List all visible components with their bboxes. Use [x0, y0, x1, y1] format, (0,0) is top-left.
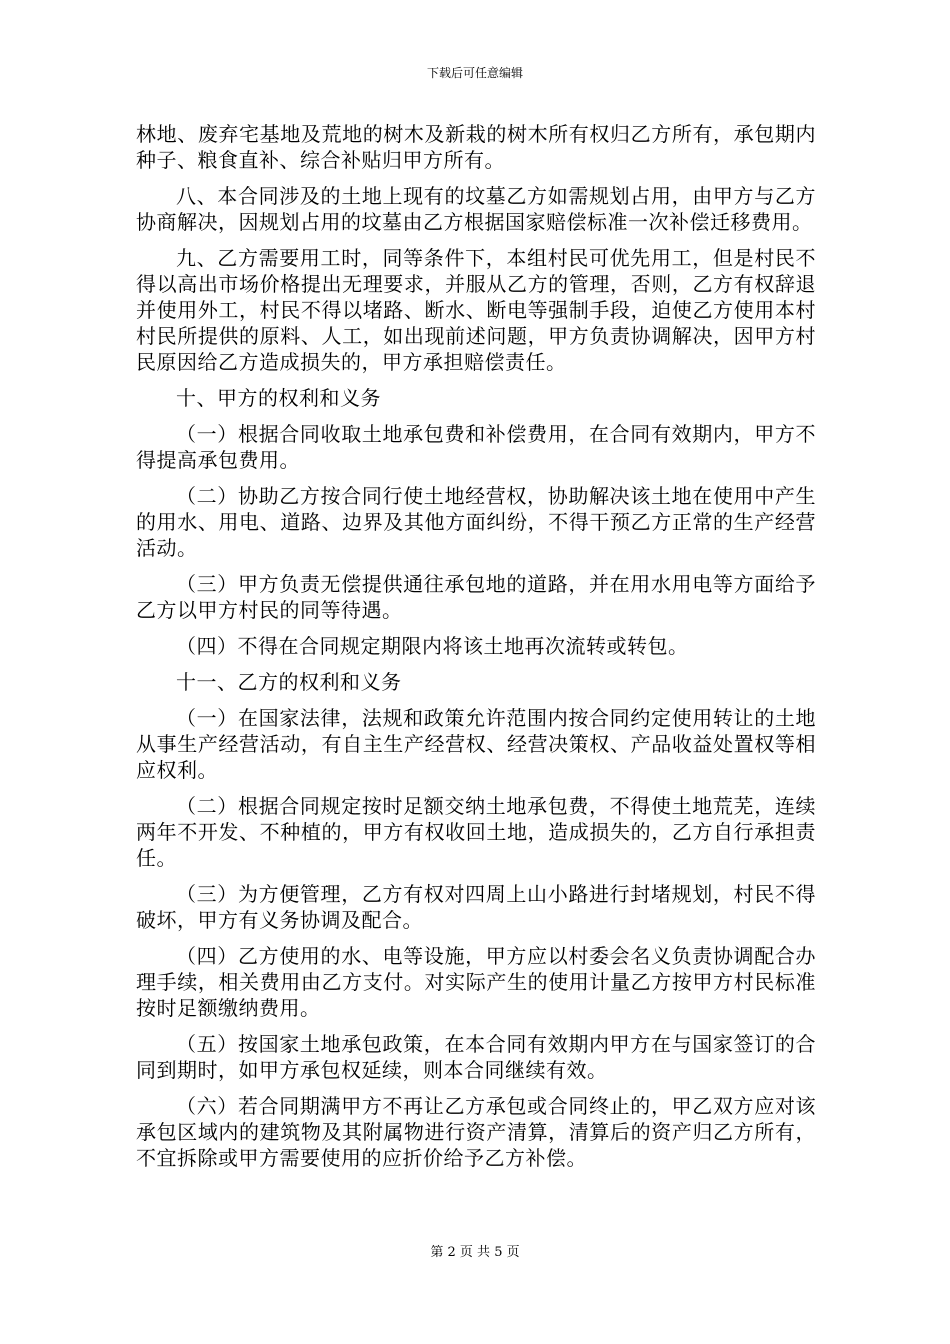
paragraph-clause-10-1: （一）根据合同收取土地承包费和补偿费用，在合同有效期内，甲方不得提高承包费用。 — [136, 422, 816, 472]
paragraph-clause-11-2: （二）根据合同规定按时足额交纳土地承包费，不得使土地荒芜，连续两年不开发、不种植的，甲方有权收回土地，造成损失的，乙方自行承担责任。 — [136, 794, 816, 870]
heading-clause-11: 十一、乙方的权利和义务 — [176, 670, 402, 694]
paragraph-clause-10-4: （四）不得在合同规定期限内将该土地再次流转或转包。 — [176, 634, 689, 658]
paragraph-clause-11-6: （六）若合同期满甲方不再让乙方承包或合同终止的，甲乙双方应对该承包区域内的建筑物及其附属物进行资产清算，清算后的资产归乙方所有，不宜拆除或甲方需要使用的应折价给予乙方补偿。 — [136, 1094, 816, 1170]
page-header: 下载后可任意编辑 — [426, 66, 523, 80]
paragraph-clause-8: 八、本合同涉及的土地上现有的坟墓乙方如需规划占用，由甲方与乙方协商解决，因规划占用的坟墓由乙方根据国家赔偿标准一次补偿迁移费用。 — [136, 184, 816, 234]
paragraph-clause-11-1: （一）在国家法律，法规和政策允许范围内按合同约定使用转让的土地从事生产经营活动，有自主生产经营权、经营决策权、产品收益处置权等相应权利。 — [136, 706, 816, 782]
paragraph-clause-10-2: （二）协助乙方按合同行使土地经营权，协助解决该土地在使用中产生的用水、用电、道路、边界及其他方面纠纷，不得干预乙方正常的生产经营活动。 — [136, 484, 816, 560]
paragraph-clause-11-3: （三）为方便管理，乙方有权对四周上山小路进行封堵规划，村民不得破坏，甲方有义务协调及配合。 — [136, 882, 816, 932]
paragraph-clause-10-3: （三）甲方负责无偿提供通往承包地的道路，并在用水用电等方面给予乙方以甲方村民的同等待遇。 — [136, 572, 816, 622]
heading-clause-10: 十、甲方的权利和义务 — [176, 386, 381, 410]
paragraph-continuation: 林地、废弃宅基地及荒地的树木及新栽的树木所有权归乙方所有，承包期内种子、粮食直补、综合补贴归甲方所有。 — [136, 122, 816, 172]
page-footer: 第 2 页 共 5 页 — [430, 1245, 520, 1260]
paragraph-clause-11-4: （四）乙方使用的水、电等设施，甲方应以村委会名义负责协调配合办理手续，相关费用由乙方支付。对实际产生的使用计量乙方按甲方村民标准按时足额缴纳费用。 — [136, 944, 816, 1020]
paragraph-clause-11-5: （五）按国家土地承包政策，在本合同有效期内甲方在与国家签订的合同到期时，如甲方承包权延续，则本合同继续有效。 — [136, 1032, 816, 1082]
paragraph-clause-9: 九、乙方需要用工时，同等条件下，本组村民可优先用工，但是村民不得以高出市场价格提出无理要求，并服从乙方的管理，否则，乙方有权辞退并使用外工，村民不得以堵路、断水、断电等强制手段，迫使乙方使用本村村民所提供的原料、人工，如出现前述问题，甲方负责协调解决，因甲方村民原因给乙方造成损失的，甲方承担赔偿责任。 — [136, 246, 816, 374]
document-body — [136, 121, 816, 1181]
